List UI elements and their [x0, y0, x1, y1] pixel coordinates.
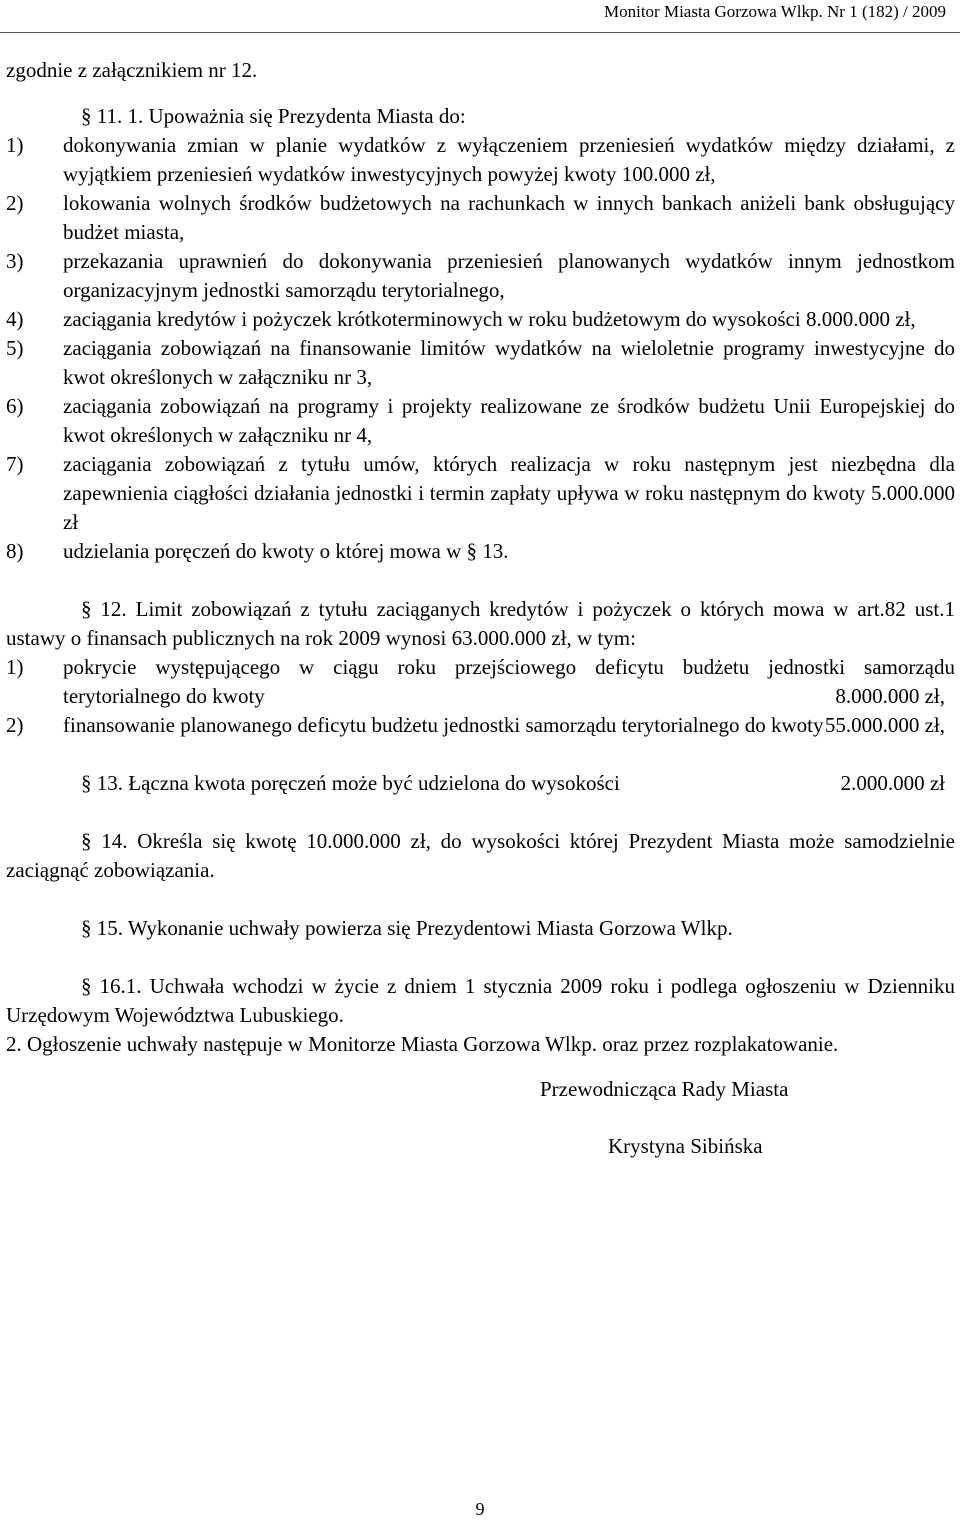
- item-number: 3): [6, 249, 24, 273]
- item-number: 4): [6, 307, 24, 331]
- list-item: [6, 450, 955, 537]
- s13-row: [6, 769, 955, 798]
- item-text: przekazania uprawnień do dokonywania przeniesień planowanych wydatków innym jednostkom organizacyjnym jednostki samorządu terytorialnego,: [63, 249, 955, 302]
- list-item: [6, 711, 955, 740]
- item-number: 8): [6, 539, 24, 563]
- item-text: zaciągania zobowiązań z tytułu umów, których realizacja w roku następnym jest niezbędna dla zapewnienia ciągłości działania jednostki i termin zapłaty upływa w roku następnym do kwoty 5.000.000 zł: [63, 452, 955, 534]
- item-text: lokowania wolnych środków budżetowych na rachunkach w innych bankach aniżeli bank obsługujący budżet miasta,: [63, 191, 955, 244]
- item-amount: 55.000.000 zł,: [824, 713, 945, 737]
- list-item: [6, 334, 955, 392]
- list-item: [6, 537, 955, 566]
- header-title: Monitor Miasta Gorzowa Wlkp. Nr 1 (182) / 2009: [604, 2, 946, 21]
- item-text: zaciągania zobowiązań na programy i projekty realizowane ze środków budżetu Unii Europejskiej do kwot określonych w załączniku nr 4,: [63, 394, 955, 447]
- item-text: dokonywania zmian w planie wydatków z wyłączeniem przeniesień wydatków między działami, z wyjątkiem przeniesień wydatków inwestycyjnych powyżej kwoty 100.000 zł,: [63, 133, 955, 186]
- item-amount: 8.000.000 zł,: [835, 684, 945, 708]
- page-number: 9: [475, 1499, 485, 1519]
- intro-line: zgodnie z załącznikiem nr 12.: [6, 58, 258, 82]
- s12-lead: § 12. Limit zobowiązań z tytułu zaciąganych kredytów i pożyczek o których mowa w art.82 ust.1 ustawy o finansach publicznych na rok 2009 wynosi 63.000.000 zł, w tym:: [6, 597, 955, 650]
- s13-amount: 2.000.000 zł: [840, 771, 945, 795]
- item-number: 6): [6, 394, 24, 418]
- list-item: [6, 189, 955, 247]
- item-number: 7): [6, 452, 24, 476]
- list-item: [6, 653, 955, 711]
- list-item: [6, 305, 955, 334]
- item-text: zaciągania kredytów i pożyczek krótkoterminowych w roku budżetowym do wysokości 8.000.000 zł,: [63, 307, 916, 331]
- item-number: 2): [6, 191, 24, 215]
- item-text: zaciągania zobowiązań na finansowanie limitów wydatków na wieloletnie programy inwestycyjne do kwot określonych w załączniku nr 3,: [63, 336, 955, 389]
- item-number: 1): [6, 133, 24, 157]
- list-item: [6, 131, 955, 189]
- item-text: finansowanie planowanego deficytu budżetu jednostki samorządu terytorialnego do kwoty: [63, 713, 824, 737]
- s11-list: [6, 131, 955, 566]
- item-number: 5): [6, 336, 24, 360]
- s16-paragraph-2: 2. Ogłoszenie uchwały następuje w Monitorze Miasta Gorzowa Wlkp. oraz przez rozplakatowanie.: [6, 1032, 839, 1056]
- item-number: 1): [6, 655, 24, 679]
- header-rule: [0, 32, 960, 33]
- s14-text: § 14. Określa się kwotę 10.000.000 zł, do wysokości której Prezydent Miasta może samodzielnie zaciągnąć zobowiązania.: [6, 829, 955, 882]
- list-item: [6, 247, 955, 305]
- signature-name: Krystyna Sibińska: [608, 1134, 763, 1158]
- signature-role: Przewodnicząca Rady Miasta: [540, 1077, 789, 1101]
- item-number: 2): [6, 713, 24, 737]
- item-text: pokrycie występującego w ciągu roku przejściowego deficytu budżetu jednostki samorządu terytorialnego do kwoty: [63, 655, 955, 708]
- s11-lead: § 11. 1. Upoważnia się Prezydenta Miasta do:: [81, 104, 466, 128]
- list-item: [6, 392, 955, 450]
- item-text: udzielania poręczeń do kwoty o której mowa w § 13.: [63, 539, 509, 563]
- s16-paragraph-1: § 16.1. Uchwała wchodzi w życie z dniem 1 stycznia 2009 roku i podlega ogłoszeniu w Dzienniku Urzędowym Województwa Lubuskiego.: [6, 974, 955, 1027]
- s13-text: § 13. Łączna kwota poręczeń może być udzielona do wysokości: [81, 771, 620, 795]
- s15-text: § 15. Wykonanie uchwały powierza się Prezydentowi Miasta Gorzowa Wlkp.: [81, 916, 733, 940]
- document-body: [6, 56, 955, 1161]
